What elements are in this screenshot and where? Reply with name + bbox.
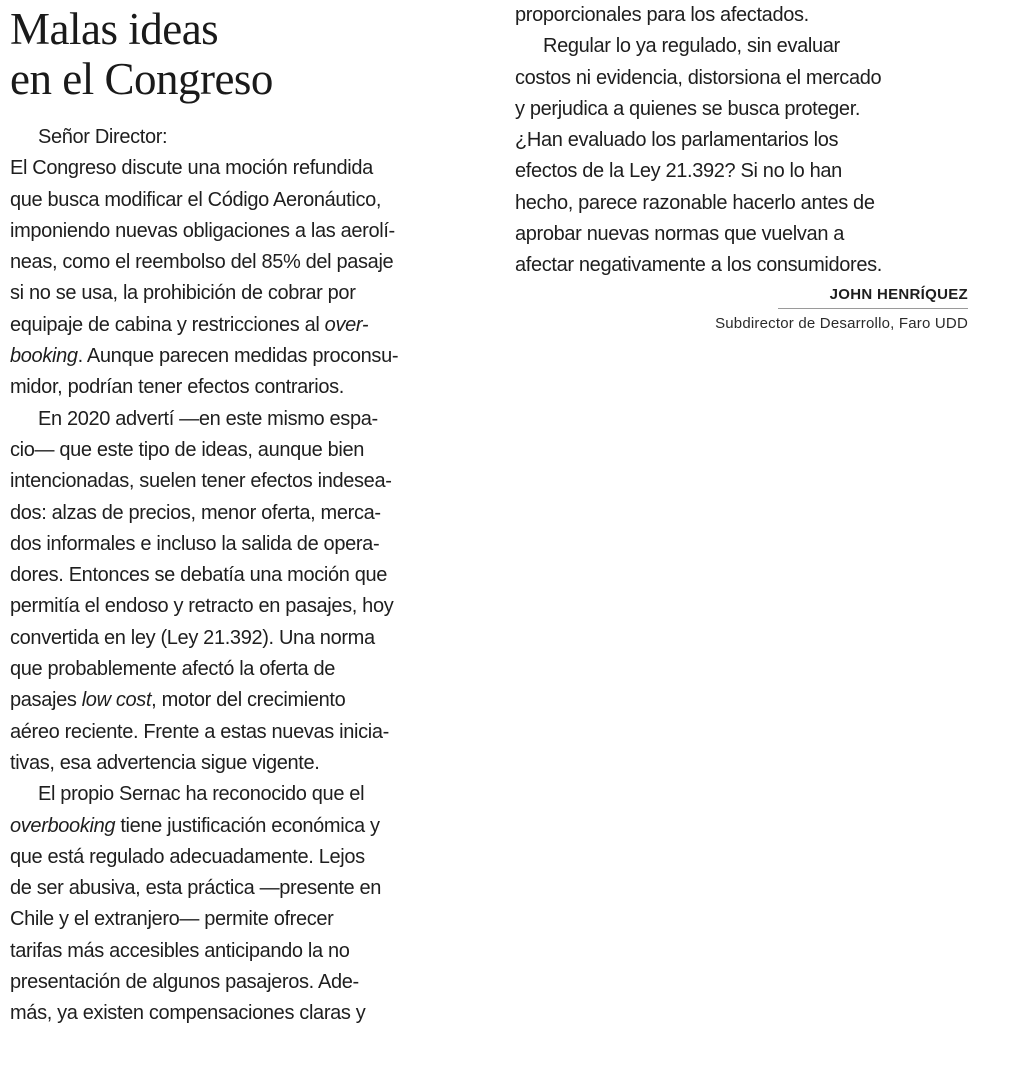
left-body-line <box>10 779 465 810</box>
text-run: ¿Han evaluado los parlamentarios los <box>515 129 839 152</box>
text-run: , motor del crecimiento <box>151 689 346 712</box>
text-run: costos ni evidencia, distorsiona el mercado <box>515 66 882 89</box>
text-run: dores. Entonces se debatía una moción que <box>10 564 388 587</box>
right-body-line <box>515 219 970 250</box>
right-body-line <box>515 188 970 219</box>
right-body-line <box>515 125 970 156</box>
left-body-line <box>10 185 465 216</box>
text-run: tarifas más accesibles anticipando la no <box>10 939 350 962</box>
left-body-line <box>10 153 465 184</box>
left-body-line <box>10 435 465 466</box>
left-body-line <box>10 372 465 403</box>
article-title <box>10 4 465 104</box>
text-run: El propio Sernac ha reconocido que el <box>38 783 365 806</box>
left-body-line <box>10 591 465 622</box>
text-run: intencionadas, suelen tener efectos indesea- <box>10 470 392 493</box>
left-body-line <box>10 623 465 654</box>
text-run: aéreo reciente. Frente a estas nuevas inicia- <box>10 720 389 743</box>
left-body-line <box>10 216 465 247</box>
text-run: efectos de la Ley 21.392? Si no lo han <box>515 160 842 183</box>
right-body-text <box>515 0 970 282</box>
text-run: neas, como el reembolso del 85% del pasaje <box>10 251 394 274</box>
left-body-line <box>10 560 465 591</box>
text-run: Regular lo ya regulado, sin evaluar <box>543 35 840 58</box>
left-body-line <box>10 936 465 967</box>
text-run: afectar negativamente a los consumidores. <box>515 254 882 277</box>
left-body-line <box>10 529 465 560</box>
author-name: JOHN HENRÍQUEZ <box>829 285 968 303</box>
left-body-line <box>10 654 465 685</box>
left-body-line <box>10 278 465 309</box>
left-body-line <box>10 341 465 372</box>
right-body-line <box>515 94 970 125</box>
text-run: aprobar nuevas normas que vuelvan a <box>515 223 845 246</box>
italic-term: low cost <box>81 689 152 712</box>
text-run: hecho, parece razonable hacerlo antes de <box>515 191 875 214</box>
text-run: tiene justificación económica y <box>115 814 380 837</box>
text-run: que probablemente afectó la oferta de <box>10 658 336 681</box>
left-body-line <box>10 748 465 779</box>
right-body-line <box>515 63 970 94</box>
left-body-line <box>10 842 465 873</box>
right-column <box>515 0 970 339</box>
text-run: cio— que este tipo de ideas, aunque bien <box>10 438 365 461</box>
text-run: de ser abusiva, esta práctica —presente en <box>10 877 382 900</box>
article-title-line-2: en el Congreso <box>10 54 273 104</box>
left-body-line <box>10 498 465 529</box>
text-run: que busca modificar el Código Aeronáutico, <box>10 188 382 211</box>
text-run: más, ya existen compensaciones claras y <box>10 1002 366 1025</box>
author-affiliation: Subdirector de Desarrollo, Faro UDD <box>715 314 968 332</box>
article-title-line-1: Malas ideas <box>10 4 219 54</box>
text-run: . Aunque parecen medidas proconsu- <box>77 345 399 368</box>
text-run: Chile y el extranjero— permite ofrecer <box>10 908 334 931</box>
text-run: tivas, esa advertencia sigue vigente. <box>10 751 320 774</box>
left-body-line <box>10 873 465 904</box>
left-body-line <box>10 466 465 497</box>
text-run: proporcionales para los afectados. <box>515 4 809 26</box>
text-run: y perjudica a quienes se busca proteger. <box>515 97 861 120</box>
left-body-line <box>10 967 465 998</box>
text-run: El Congreso discute una moción refundida <box>10 157 373 180</box>
left-body-text <box>10 153 465 1029</box>
text-run: dos: alzas de precios, menor oferta, merca- <box>10 501 381 524</box>
left-body-line <box>10 904 465 935</box>
text-run: presentación de algunos pasajeros. Ade- <box>10 971 359 994</box>
italic-term: overbooking <box>10 814 116 837</box>
left-body-line <box>10 310 465 341</box>
left-body-line <box>10 811 465 842</box>
text-run: dos informales e incluso la salida de opera- <box>10 532 380 555</box>
left-body-line <box>10 717 465 748</box>
text-run: pasajes <box>10 689 82 712</box>
right-body-line <box>515 156 970 187</box>
text-run: En 2020 advertí —en este mismo espa- <box>38 407 378 430</box>
italic-term: over- <box>324 313 369 336</box>
text-run: permitía el endoso y retracto en pasajes, hoy <box>10 595 394 618</box>
text-run: midor, podrían tener efectos contrarios. <box>10 376 344 399</box>
italic-term: booking <box>10 345 78 368</box>
left-body-line <box>10 685 465 716</box>
salutation: Señor Director: <box>38 126 168 148</box>
left-body-line <box>10 998 465 1029</box>
text-run: equipaje de cabina y restricciones al <box>10 313 325 336</box>
text-run: si no se usa, la prohibición de cobrar por <box>10 282 356 305</box>
text-run: que está regulado adecuadamente. Lejos <box>10 845 365 868</box>
left-body-line <box>10 247 465 278</box>
text-run: convertida en ley (Ley 21.392). Una norma <box>10 626 375 649</box>
right-body-line <box>515 0 970 31</box>
text-run: imponiendo nuevas obligaciones a las aerolí- <box>10 219 395 242</box>
right-body-line <box>515 31 970 62</box>
left-column <box>10 0 465 1030</box>
right-body-line <box>515 250 970 281</box>
left-body-line <box>10 404 465 435</box>
